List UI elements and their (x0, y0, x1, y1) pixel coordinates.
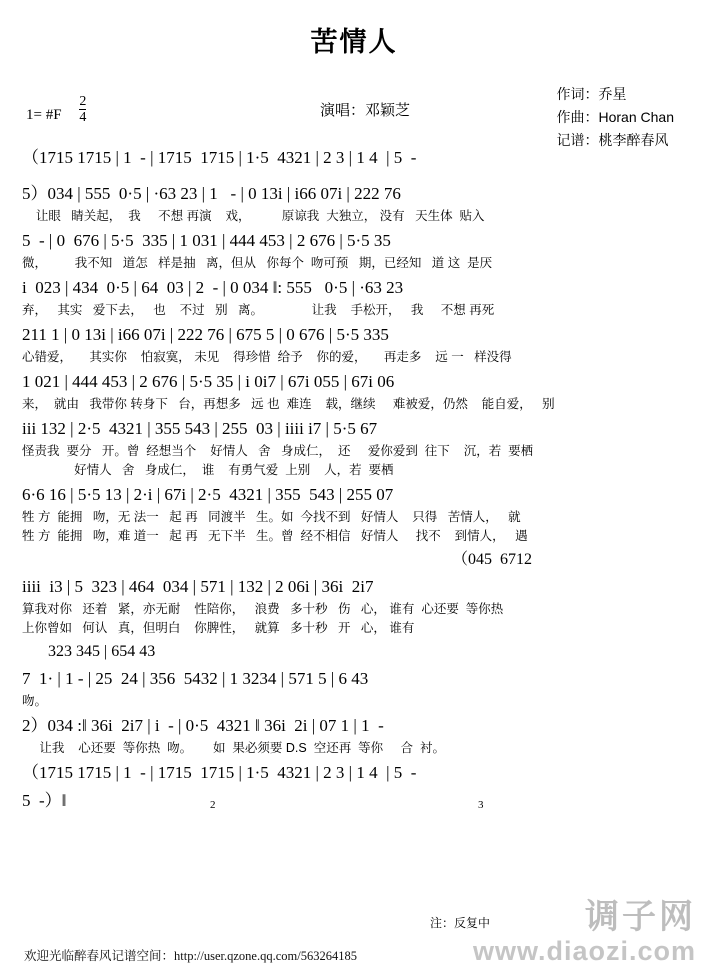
score-line-7 (22, 482, 686, 546)
score-line-5 (22, 369, 686, 414)
lyric-row: 微， 我不知 道怎 样是抽 离，但从 你每个 吻可预 期，已经知 道 这 是厌 (22, 256, 493, 270)
score-header (0, 59, 708, 148)
score-line-1 (22, 181, 686, 226)
lyricist-credit: 作词：乔星 (556, 86, 627, 102)
time-signature (79, 95, 86, 125)
notation-row: iiii i3 | 5 323 | 464 034 | 571 | 132 | 2 06i | 36i 2i7 (22, 577, 374, 596)
notation-row: 6·6 16 | 5·5 13 | 2·i | 67i | 2·5 4321 | 355 543 | 255 07 (22, 485, 394, 504)
notation-row: 1 021 | 444 453 | 2 676 | 5·5 35 | i 0i7 | 67i 055 | 67i 06 (22, 372, 395, 391)
score-line-4 (22, 322, 686, 367)
music-body (22, 145, 686, 814)
performance-note: 注：反复中 (430, 916, 491, 930)
lyric-row: 算我对你 还着 紧，亦无耐 性陪你， 浪费 多十秒 伤 心， 谁有 心还要 等你热 (22, 602, 504, 616)
lyric-row: 怪责我 要分 开。曾 经想当个 好情人 舍 身成仁， 还 爱你爱到 往下 沉，若 要栖 (22, 444, 534, 458)
transcriber-credit: 记谱：桃李醉春风 (556, 132, 669, 148)
singer-credit: 演唱：邓颖芝 (320, 102, 411, 119)
lyric-row: 吻。 (22, 694, 48, 708)
score-line-9-aux (22, 640, 686, 664)
lyric-row-alt: 上你曾如 何认 真，但明白 你脾性， 就算 多十秒 开 心， 谁有 (22, 621, 415, 635)
watermark (473, 898, 696, 966)
notation-row: 7 1· | 1 - | 25 24 | 356 5432 | 1 3234 | 571 5 | 6 43 (22, 669, 369, 688)
notation-row: 211 1 | 0 13i | i66 07i | 222 76 | 675 5 | 0 676 | 5·5 335 (22, 325, 389, 344)
lyric-row: 心错爱， 其实你 怕寂寞， 未见 得珍惜 给予 你的爱， 再走多 远 一 样没得 (22, 350, 512, 364)
notation-row: 5）034 | 555 0·5 | ·63 23 | 1 - | 0 13i | i66 07i | 222 76 (22, 184, 401, 203)
notation-row: i 023 | 434 0·5 | 64 03 | 2 - | 0 034 ‖: 555 0·5 | ·63 23 (22, 278, 404, 297)
notation-row: 5 - | 0 676 | 5·5 335 | 1 031 | 444 453 | 2 676 | 5·5 35 (22, 231, 391, 250)
spacer (22, 171, 686, 179)
key-signature (26, 95, 86, 125)
score-line-10 (22, 713, 686, 758)
notation-row: 5 -）‖ (22, 791, 67, 810)
score-line-outro-2 (22, 788, 686, 814)
score-line-intro-1 (22, 145, 686, 179)
score-line-8 (22, 574, 686, 638)
time-signature-denominator: 4 (79, 110, 87, 125)
notation-row: （1715 1715 | 1 - | 1715 1715 | 1·5 4321 | 2 3 | 1 4 | 5 - (22, 763, 417, 782)
score-line-8-aux (22, 548, 686, 572)
lyric-row: 让我 心还要 等你热 吻。 如 果必须要 D.S 空还再 等你 合 衬。 (22, 741, 445, 755)
lyric-row: 弃， 其实 爱下去， 也 不过 别 离。 让我 手松开， 我 不想 再死 (22, 303, 495, 317)
sheet-music-page (0, 20, 708, 974)
score-line-outro-1 (22, 760, 686, 786)
lyric-row: 来， 就由 我带你 转身下 台，再想多 远 也 难连 载，继续 难被爱，仍然 能自爱， 别 (22, 397, 555, 411)
score-line-2 (22, 228, 686, 273)
rehearsal-mark-3: 3 (478, 799, 484, 811)
lyric-row: 牲 方 能拥 吻，无 法一 起 再 同渡半 生。如 今找不到 好情人 只得 苦情人， 就 (22, 510, 521, 524)
watermark-site-name: 调子网 (585, 898, 696, 936)
lyric-row: 让眼 睛关起， 我 不想 再演 戏， 原谅我 大独立， 没有 天生体 贴入 (22, 209, 485, 223)
score-line-3 (22, 275, 686, 320)
credits-block (557, 83, 675, 152)
site-note: 欢迎光临醉春风记谱空间：http://user.qzone.qq.com/563264185 (24, 949, 357, 963)
rehearsal-mark-2: 2 (210, 799, 216, 811)
lyric-row-alt: 牲 方 能拥 吻，难 道一 起 再 无下半 生。曾 经不相信 好情人 找不 到情人， 遇 (22, 529, 528, 543)
lyric-row-alt: 好情人 舍 身成仁， 谁 有勇气爱 上别 人，若 要栖 (22, 463, 394, 477)
page-title: 苦情人 (310, 27, 398, 57)
time-signature-numerator: 2 (79, 94, 87, 109)
composer-credit: 作曲：Horan Chan (556, 109, 674, 125)
notation-row-aux: （045 6712 (452, 551, 533, 568)
score-line-9 (22, 666, 686, 711)
notation-row: iii 132 | 2·5 4321 | 355 543 | 255 03 | iiii i7 | 5·5 67 (22, 419, 378, 438)
notation-row-aux: 323 345 | 654 43 (48, 643, 156, 660)
score-line-6 (22, 416, 686, 480)
watermark-site-url: www.diaozi.com (472, 936, 696, 966)
notation-row: （1715 1715 | 1 - | 1715 1715 | 1·5 4321 | 2 3 | 1 4 | 5 - (22, 148, 417, 167)
key-text: 1= #F (26, 107, 62, 123)
notation-row: 2）034 :‖ 36i 2i7 | i - | 0·5 4321 ‖ 36i 2i | 07 1 | 1 - (22, 716, 384, 735)
